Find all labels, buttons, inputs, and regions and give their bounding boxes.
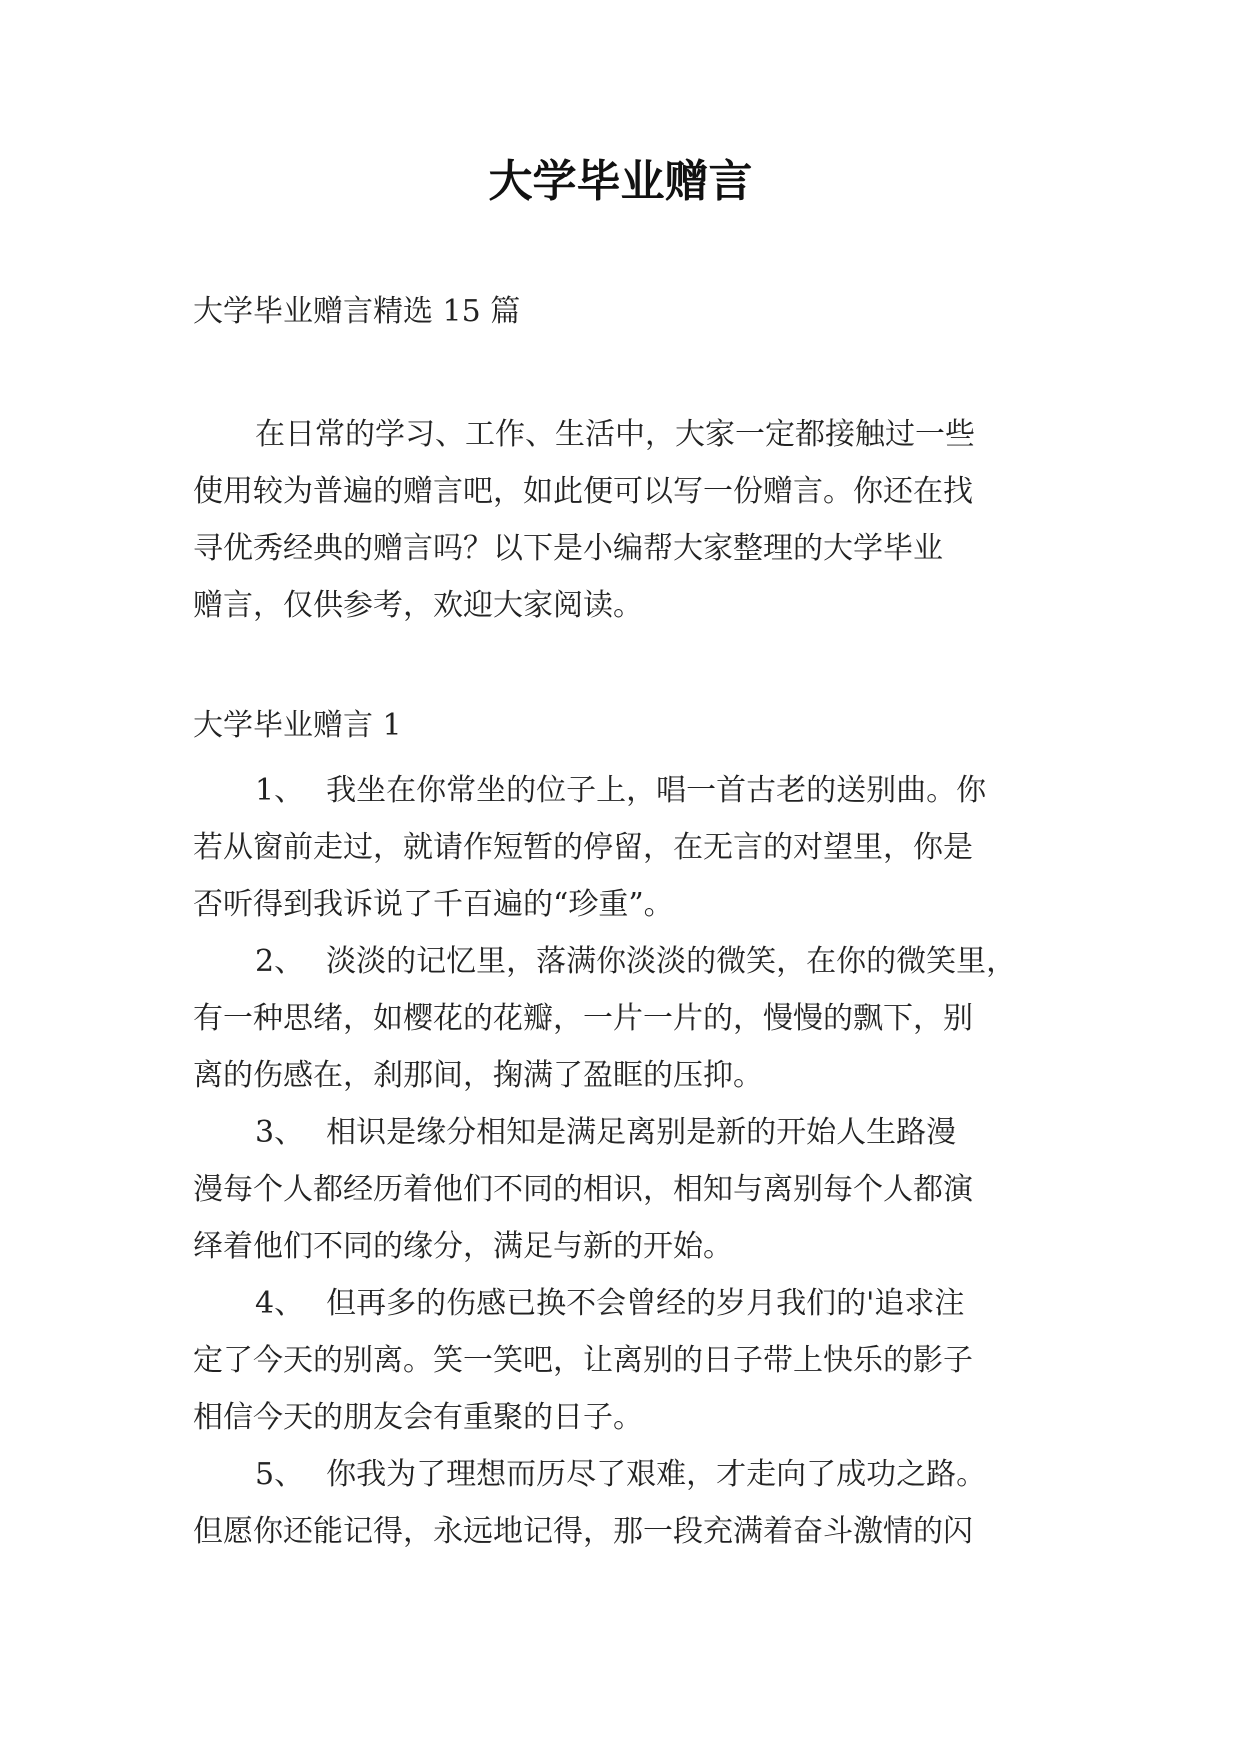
item-number: 4、 (255, 1286, 305, 1321)
item-line: 你我为了理想而历尽了艰难，才走向了成功之路。 (326, 1457, 987, 1492)
document-title: 大学毕业赠言 (488, 156, 753, 207)
list-item (193, 1104, 1073, 1275)
item-line: 离的伤感在，刹那间，掬满了盈眶的压抑。 (193, 1058, 763, 1093)
item-number: 2、 (255, 944, 305, 979)
item-line: 有一种思绪，如樱花的花瓣，一片一片的，慢慢的飘下，别 (193, 1001, 973, 1036)
item-line: 若从窗前走过，就请作短暂的停留，在无言的对望里，你是 (193, 830, 973, 865)
item-number: 3、 (255, 1115, 305, 1150)
item-line: 定了今天的别离。笑一笑吧，让离别的日子带上快乐的影子 (193, 1343, 973, 1378)
intro-line: 寻优秀经典的赠言吗？以下是小编帮大家整理的大学毕业 (193, 531, 943, 566)
item-line: 绎着他们不同的缘分，满足与新的开始。 (193, 1229, 733, 1264)
document-subtitle: 大学毕业赠言精选 15 篇 (193, 294, 521, 329)
item-line: 我坐在你常坐的位子上，唱一首古老的送别曲。你 (326, 773, 987, 808)
section-heading: 大学毕业赠言 1 (193, 708, 402, 743)
item-line: 但再多的伤感已换不会曾经的岁月我们的'追求注 (326, 1286, 965, 1321)
intro-paragraph (193, 406, 1073, 634)
item-number: 1、 (255, 773, 305, 808)
intro-line: 在日常的学习、工作、生活中，大家一定都接触过一些 (255, 417, 975, 452)
intro-line: 使用较为普遍的赠言吧，如此便可以写一份赠言。你还在找 (193, 474, 973, 509)
list-item (193, 762, 1073, 933)
item-line: 漫每个人都经历着他们不同的相识，相知与离别每个人都演 (193, 1172, 973, 1207)
item-line: 否听得到我诉说了千百遍的“珍重”。 (193, 887, 674, 922)
item-line: 相识是缘分相知是满足离别是新的开始人生路漫 (326, 1115, 957, 1150)
item-line: 淡淡的记忆里，落满你淡淡的微笑，在你的微笑里， (326, 944, 1017, 979)
list-item (193, 933, 1073, 1104)
numbered-list (193, 762, 1073, 1560)
intro-line: 赠言，仅供参考，欢迎大家阅读。 (193, 588, 643, 623)
item-number: 5、 (255, 1457, 305, 1492)
list-item (193, 1446, 1073, 1560)
item-line: 相信今天的朋友会有重聚的日子。 (193, 1400, 643, 1435)
item-line: 但愿你还能记得，永远地记得，那一段充满着奋斗激情的闪 (193, 1514, 973, 1549)
list-item (193, 1275, 1073, 1446)
